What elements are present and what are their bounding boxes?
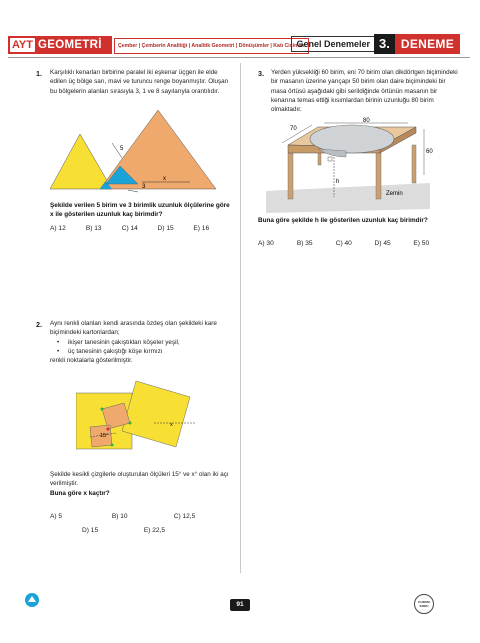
q2-bullet-1: • ikişer tanesinin çakıştıkları köşeler yeşil,: [68, 338, 235, 347]
q3-label-h: h: [336, 179, 340, 185]
q3-label-zemin: Zemin: [386, 191, 403, 197]
kurum-kodu-label: KURUM KODU: [418, 600, 430, 608]
q2-options-row1[interactable]: [50, 513, 235, 520]
q1-option-e[interactable]: E) 16: [193, 225, 210, 232]
q1-label-3: 3: [142, 184, 146, 190]
deneme-label: DENEME: [395, 34, 460, 54]
q3-options[interactable]: [258, 240, 458, 247]
q3-option-c[interactable]: C) 40: [335, 240, 352, 247]
topics-list: Çember | Çemberin Analitiği | Analitik Geometri | Dönüşümler | Katı Cisimler: [114, 38, 309, 54]
q1-option-c[interactable]: C) 14: [121, 225, 138, 232]
deneme-number: 3.: [374, 34, 395, 54]
q2-option-b[interactable]: B) 10: [111, 513, 128, 520]
logo-ayt: AYT: [12, 39, 33, 51]
q1-options[interactable]: [50, 225, 235, 232]
q3-option-d[interactable]: D) 45: [374, 240, 391, 247]
q1-option-d[interactable]: D) 15: [157, 225, 174, 232]
q1-option-a[interactable]: A) 12: [50, 225, 66, 232]
q2-label-15: 15°: [100, 433, 109, 439]
q3-option-e[interactable]: E) 50: [413, 240, 430, 247]
q1-triangles-figure: [50, 110, 230, 200]
q2-bullet-2: • üç tanesinin çakıştığı köşe kırmızı: [68, 347, 235, 356]
subject-logo: [8, 36, 112, 54]
kurum-kodu-badge: [414, 594, 434, 614]
q3-label-70: 70: [290, 126, 297, 132]
q1-number: 1.: [36, 69, 42, 78]
q2-body: [50, 319, 235, 365]
q1-label-x: x: [163, 176, 166, 182]
q2-option-e[interactable]: E) 22,5: [143, 527, 166, 534]
q2-options-row2[interactable]: [82, 527, 232, 534]
q3-table-figure: [258, 117, 448, 213]
q2-option-d[interactable]: D) 15: [82, 527, 99, 534]
q2-bullets: [50, 338, 235, 357]
tablecloth: [310, 125, 394, 153]
page-number: 91: [230, 599, 250, 611]
q3-option-b[interactable]: B) 35: [296, 240, 313, 247]
q1-label-5: 5: [120, 146, 124, 152]
q3-text: Yerden yüksekliği 60 birim, eni 70 birim olan dikdörtgen biçimindeki bir masanın üzerine yarıçapı 50 birim olan daire biçimindeki bir masa örtüsü aşağıdaki gibi serildiğinde örtünün masanın bir kenarına temas ettiği kısımlardan birinin uzunluğu 80 birim olmaktadır.: [271, 69, 458, 114]
q2-option-a[interactable]: A) 5: [50, 513, 63, 520]
q2-squares-figure: [76, 375, 206, 463]
q2-number: 2.: [36, 320, 42, 329]
q3-label-60: 60: [426, 149, 433, 155]
yellow-triangle: [50, 134, 112, 189]
q3-option-a[interactable]: A) 30: [258, 240, 274, 247]
logo-subject: GEOMETRİ: [38, 39, 102, 51]
q3-label-80: 80: [363, 118, 370, 124]
q3-number: 3.: [258, 69, 264, 78]
header-divider: [8, 57, 470, 58]
section-label: Genel Denemeler: [291, 36, 374, 52]
q3-question: Buna göre şekilde h ile gösterilen uzunluk kaç birimdir?: [258, 217, 428, 224]
q1-option-b[interactable]: B) 13: [85, 225, 102, 232]
column-divider: [240, 63, 241, 573]
q2-label-x: x: [170, 422, 173, 428]
deneme-badge: [291, 34, 460, 54]
q2-after: renkli noktalarla gösterilmiştir.: [50, 357, 133, 365]
q1-text: Karşılıklı kenarları birbirine paralel iki eşkenar üçgen ile elde edilen üç bölge sarı, mavi ve turuncu renge boyanmıştır. Oluşan bu bölgelerin alanları sırasıyla 3, 1 ve 8 sayılarıyla orantılıdır.: [50, 69, 229, 95]
q2-option-c[interactable]: C) 12,5: [173, 513, 196, 520]
publisher-logo-icon: [24, 592, 40, 610]
q1-question: Şekilde verilen 5 birim ve 3 birimlik uzunluk ölçülerine göre x ile gösterilen uzunluk kaç birimdir?: [50, 202, 230, 219]
q2-question: Buna göre x kaçtır?: [50, 490, 110, 497]
q2-intro: Aynı renkli olanları kendi arasında özdeş olan şekildeki kare biçimindeki kartonlardan;: [50, 320, 217, 337]
q2-text2: Şekilde kesikli çizgilerle oluşturulan ölçüleri 15° ve x° olan iki açı verilmiştir.: [50, 471, 229, 488]
